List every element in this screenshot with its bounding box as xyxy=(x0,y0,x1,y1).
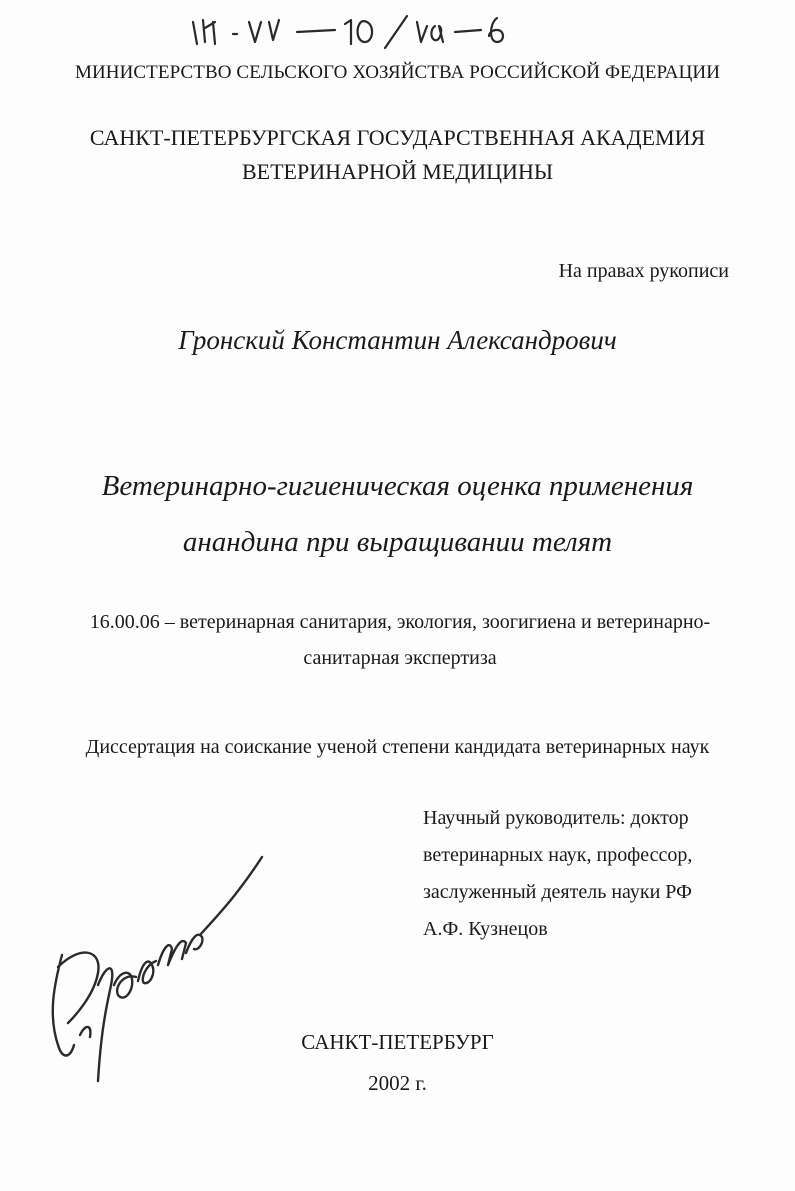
specialty-line-1: 16.00.06 – ветеринарная санитария, экология, зоогигиена и ветеринарно- xyxy=(89,611,711,633)
city-name: САНКТ-ПЕТЕРБУРГ xyxy=(301,1030,494,1054)
author-name: Гронский Константин Александрович xyxy=(178,325,617,355)
supervisor-line-1: Научный руководитель: доктор xyxy=(423,807,689,829)
supervisor-line-2: ветеринарных наук, профессор, xyxy=(423,844,693,866)
thesis-title-line-2: анандина при выращивании телят xyxy=(182,526,613,558)
academy-line-2: ВЕТЕРИНАРНОЙ МЕДИЦИНЫ xyxy=(241,159,554,184)
specialty-line-2: санитарная экспертиза xyxy=(303,647,497,669)
supervisor-line-3: заслуженный деятель науки РФ xyxy=(423,881,692,903)
dissertation-statement: Диссертация на соискание ученой степени кандидата ветеринарных наук xyxy=(85,736,710,758)
academy-line-1: САНКТ-ПЕТЕРБУРГСКАЯ ГОСУДАРСТВЕННАЯ АКАДЕМИЯ xyxy=(89,125,706,150)
supervisor-block xyxy=(423,800,763,948)
publication-year: 2002 г. xyxy=(368,1071,427,1095)
supervisor-line-4: А.Ф. Кузнецов xyxy=(423,918,548,940)
specialty-code xyxy=(85,604,715,676)
thesis-title xyxy=(0,458,795,570)
academy-name xyxy=(0,121,795,189)
ministry-name: МИНИСТЕРСТВО СЕЛЬСКОГО ХОЗЯЙСТВА РОССИЙСКОЙ ФЕДЕРАЦИИ xyxy=(74,62,721,83)
rights-note: На правах рукописи xyxy=(558,260,729,282)
thesis-title-line-1: Ветеринарно-гигиеническая оценка применения xyxy=(101,470,694,502)
handwritten-archive-code xyxy=(185,8,525,58)
